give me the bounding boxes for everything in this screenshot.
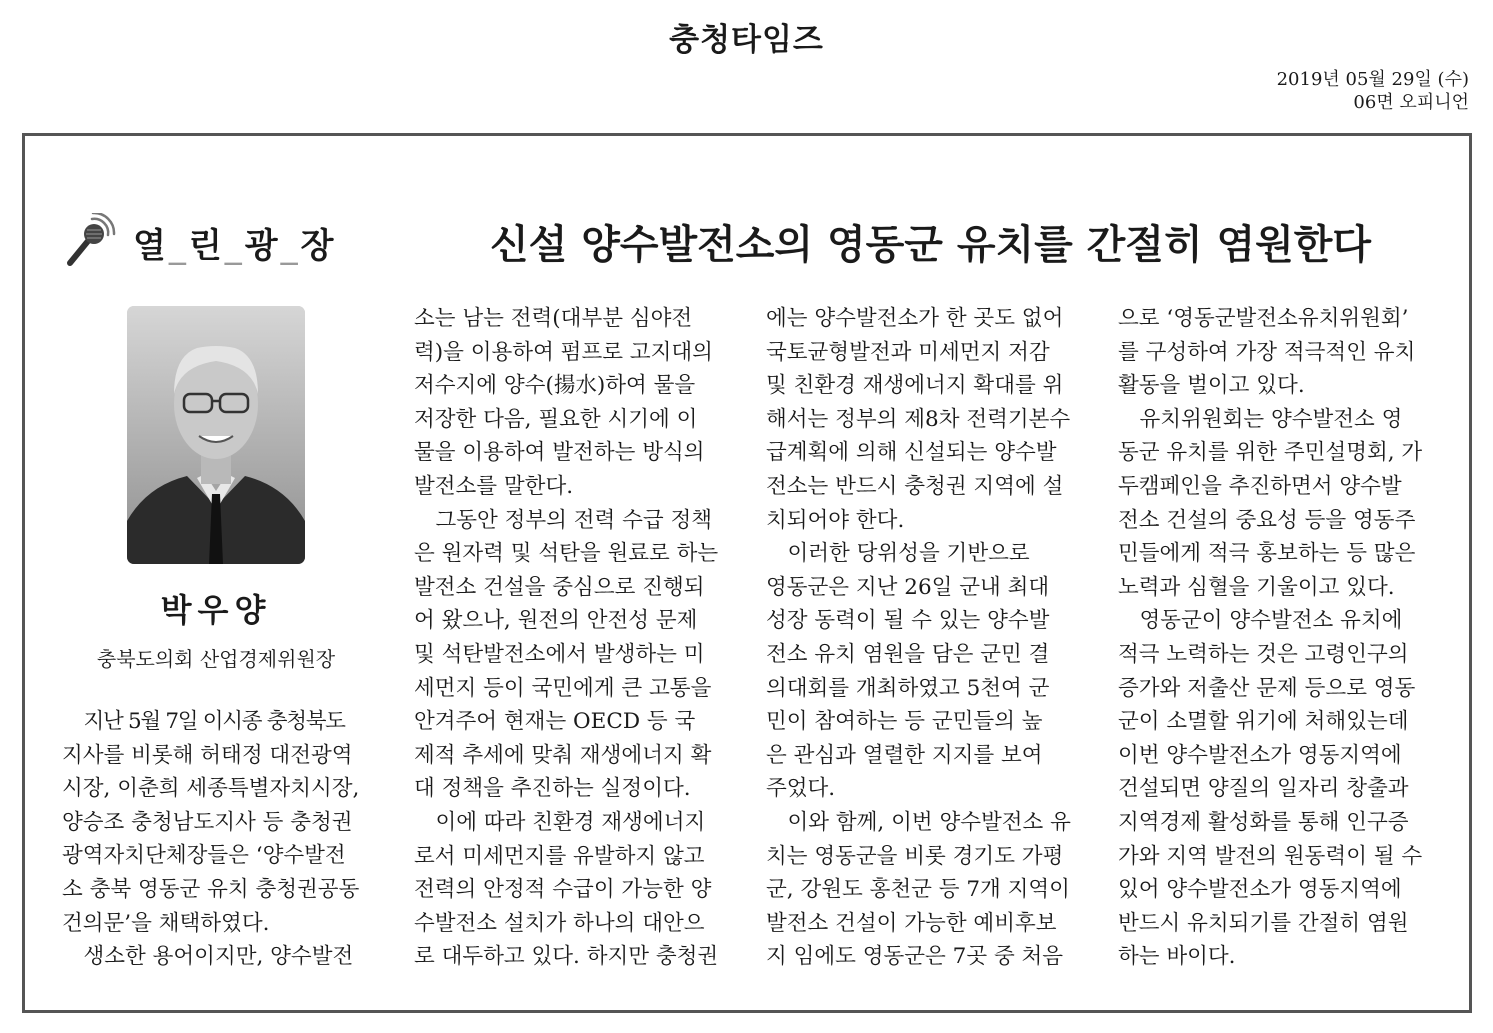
body-line: 로 대두하고 있다. 하지만 충청권 [414, 944, 719, 970]
author-name: 박우양 [160, 591, 272, 629]
body-line: 건의문’을 채택하였다. [62, 910, 270, 936]
body-line: 전소 건설의 중요성 등을 영동주 [1118, 507, 1416, 533]
section-separator: _ [224, 226, 243, 266]
body-line: 지사를 비롯해 허태정 대전광역 [62, 742, 353, 768]
body-line: 지역경제 활성화를 통해 인구증 [1118, 809, 1409, 835]
body-line: 전소는 반드시 충청권 지역에 설 [766, 473, 1064, 499]
body-line: 증가와 저출산 문제 등으로 영동 [1118, 675, 1416, 701]
body-line: 적극 노력하는 것은 고령인구의 [1118, 641, 1409, 667]
article-column-4 [1118, 302, 1436, 974]
section-char: 열 [133, 226, 167, 266]
body-line: 저장한 다음, 필요한 시기에 이 [414, 406, 698, 432]
body-line: 그동안 정부의 전력 수급 정책 [435, 507, 713, 533]
body-line: 민이 참여하는 등 군민들의 높 [766, 709, 1043, 735]
body-line: 세먼지 등이 국민에게 큰 고통을 [414, 675, 712, 701]
body-line: 치되어야 한다. [766, 507, 905, 533]
body-line: 물을 이용하여 발전하는 방식의 [414, 440, 705, 466]
body-line: 으로 ‘영동군발전소유치위원회’ [1118, 306, 1409, 331]
body-line: 하는 바이다. [1118, 944, 1236, 970]
body-line: 가와 지역 발전의 원동력이 될 수 [1118, 843, 1423, 869]
publication-date: 2019년 05월 29일 (수) [1276, 69, 1469, 90]
body-line: 시장, 이춘희 세종특별자치시장, [62, 776, 360, 802]
body-line: 은 관심과 열렬한 지지를 보여 [766, 742, 1043, 768]
body-line: 수발전소 설치가 하나의 대안으 [414, 910, 705, 936]
section-separator: _ [280, 226, 299, 266]
body-line: 영동군이 양수발전소 유치에 [1139, 608, 1403, 634]
body-line: 전소 유치 염원을 담은 군민 결 [766, 641, 1050, 667]
body-line: 에는 양수발전소가 한 곳도 없어 [766, 306, 1064, 331]
page-section: 06면 오피니언 [1353, 92, 1469, 113]
body-line: 동군 유치를 위한 주민설명회, 가 [1118, 440, 1423, 466]
body-line: 해서는 정부의 제8차 전력기본수 [766, 406, 1071, 432]
article-column-3 [766, 302, 1080, 974]
body-line: 저수지에 양수(揚水)하여 물을 [414, 373, 696, 399]
section-char: 린 [188, 226, 223, 266]
body-line: 치는 영동군을 비롯 경기도 가평 [766, 843, 1064, 869]
body-line: 노력과 심혈을 기울이고 있다. [1118, 574, 1395, 600]
body-line: 반드시 유치되기를 간절히 염원 [1118, 910, 1409, 936]
body-line: 군, 강원도 홍천군 등 7개 지역이 [766, 877, 1070, 903]
body-line: 민들에게 적극 홍보하는 등 많은 [1118, 541, 1416, 567]
body-line: 두캠페인을 추진하면서 양수발 [1118, 473, 1402, 499]
body-line: 대 정책을 추진하는 실정이다. [414, 776, 691, 802]
body-line: 이와 함께, 이번 양수발전소 유 [787, 809, 1071, 835]
body-line: 이번 양수발전소가 영동지역에 [1118, 742, 1402, 768]
author-photo [127, 306, 305, 564]
article-column-2 [414, 302, 728, 974]
body-line: 발전소 건설이 가능한 예비후보 [766, 910, 1057, 936]
body-line: 및 친환경 재생에너지 확대를 위 [766, 373, 1064, 399]
body-line: 이에 따라 친환경 재생에너지 [435, 809, 706, 835]
section-char: 장 [300, 226, 335, 266]
article-column-1 [62, 705, 372, 974]
body-line: 지 임에도 영동군은 7곳 중 처음 [766, 944, 1064, 970]
body-line: 어 왔으나, 원전의 안전성 문제 [414, 608, 698, 634]
dateline [1277, 68, 1469, 114]
body-line: 건설되면 양질의 일자리 창출과 [1118, 776, 1409, 802]
body-line: 있어 양수발전소가 영동지역에 [1118, 877, 1402, 903]
body-line: 소는 남는 전력(대부분 심야전 [414, 306, 693, 331]
section-char: 광 [244, 226, 279, 266]
body-line: 생소한 용어이지만, 양수발전 [83, 944, 354, 970]
body-line: 력)을 이용하여 펌프로 고지대의 [414, 339, 713, 365]
body-line: 급계획에 의해 신설되는 양수발 [766, 440, 1057, 466]
body-line: 지난 5월 7일 이시종 충청북도 [83, 709, 345, 734]
body-line: 및 석탄발전소에서 발생하는 미 [414, 641, 705, 667]
masthead: 충청타임즈 [669, 22, 824, 58]
section-separator: _ [168, 226, 187, 266]
body-line: 영동군은 지난 26일 군내 최대 [766, 574, 1050, 600]
body-line: 발전소를 말한다. [414, 473, 574, 499]
body-line: 활동을 벌이고 있다. [1118, 373, 1305, 399]
body-line: 를 구성하여 가장 적극적인 유치 [1118, 339, 1416, 365]
author-title: 충북도의회 산업경제위원장 [96, 647, 336, 671]
body-line: 제적 추세에 맞춰 재생에너지 확 [414, 742, 712, 768]
body-line: 의대회를 개최하였고 5천여 군 [766, 675, 1050, 701]
headline: 신설 양수발전소의 영동군 유치를 간절히 염원한다 [490, 221, 1372, 268]
body-line: 안겨주어 현재는 OECD 등 국 [414, 709, 696, 735]
body-line: 소 충북 영동군 유치 충청권공동 [62, 876, 360, 902]
body-line: 전력의 안정적 수급이 가능한 양 [414, 877, 712, 903]
body-line: 발전소 건설을 중심으로 진행되 [414, 574, 705, 600]
microphone-icon [62, 213, 116, 267]
body-line: 주었다. [766, 776, 836, 802]
body-line: 성장 동력이 될 수 있는 양수발 [766, 608, 1050, 634]
body-line: 국토균형발전과 미세먼지 저감 [766, 339, 1050, 365]
body-line: 은 원자력 및 석탄을 원료로 하는 [414, 541, 719, 567]
body-line: 로서 미세먼지를 유발하지 않고 [414, 843, 705, 869]
body-line: 양승조 충청남도지사 등 충청권 [62, 809, 353, 835]
body-line: 광역자치단체장들은 ‘양수발전 [62, 843, 346, 869]
section-label [133, 218, 334, 267]
body-line: 유치위원회는 양수발전소 영 [1139, 406, 1403, 432]
body-line: 군이 소멸할 위기에 처해있는데 [1118, 709, 1409, 735]
body-line: 이러한 당위성을 기반으로 [787, 541, 1030, 567]
